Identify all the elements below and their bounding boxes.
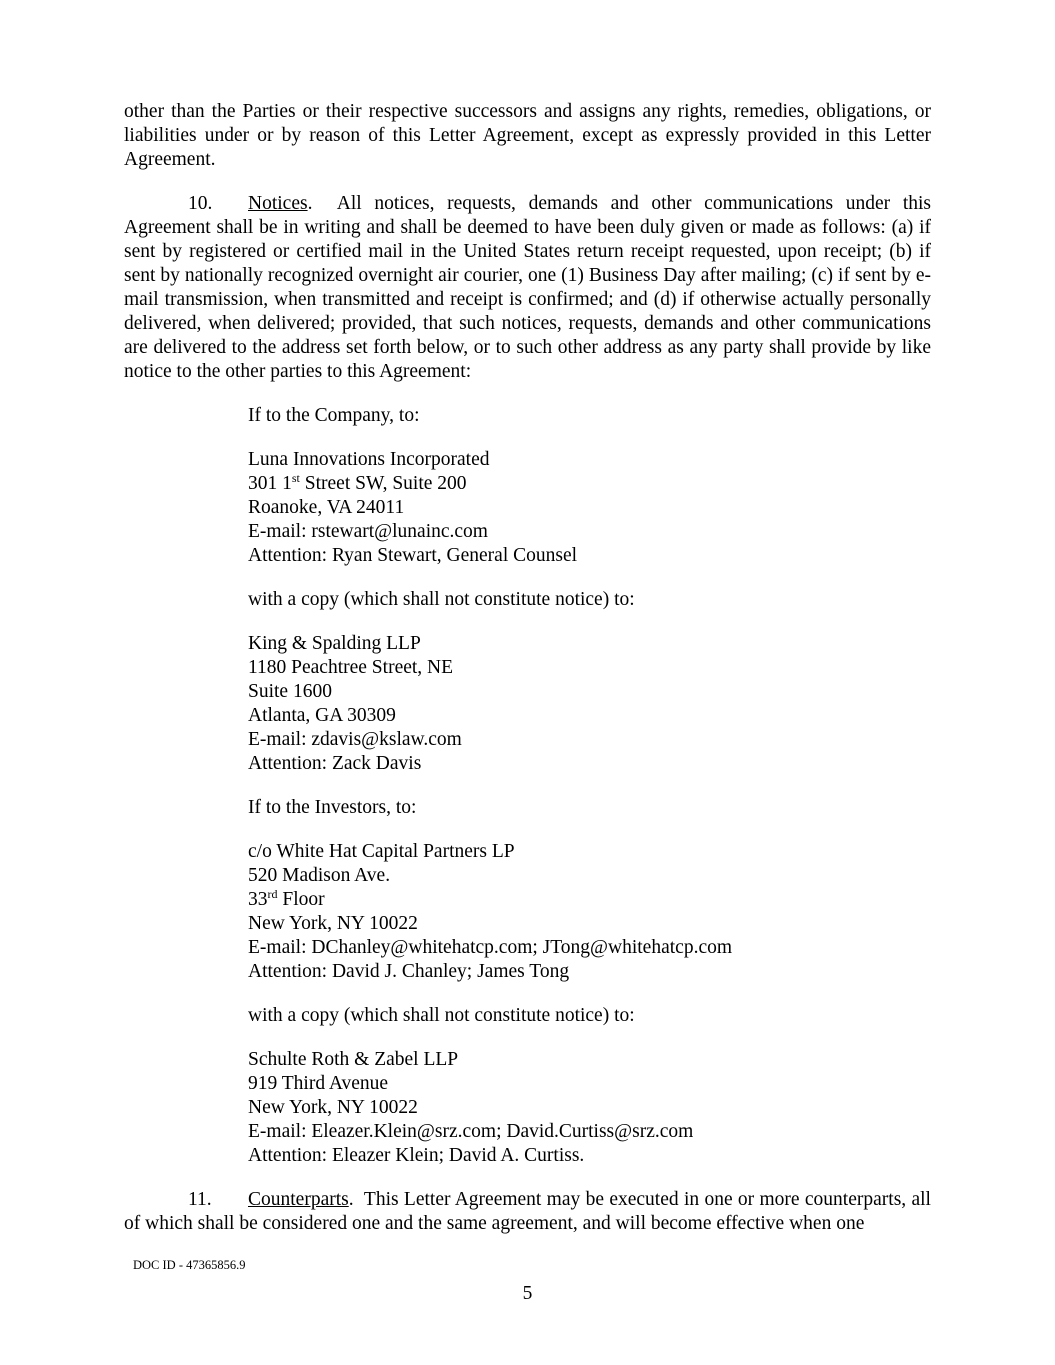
section-10-heading: Notices	[248, 193, 308, 214]
document-page	[124, 100, 931, 1236]
company-city: Roanoke, VA 24011	[248, 497, 405, 518]
page-number: 5	[522, 1283, 533, 1304]
section-10-body: All notices, requests, demands and other communications under this Agreement shall be in writing and shall be deemed to have been duly given or made as follows: (a) if sent by registered or certified mail in the United States return receipt requested, upon receipt; (b) if sent by nationally recognized overnight air courier, one (1) Business Day after mailing; (c) if sent by e-mail transmission, when transmitted and receipt is confirmed; and (d) if otherwise actually personally delivered, when delivered; provided, that such notices, requests, demands and other communications are delivered to the address set forth below, or to such other address as any party shall provide by like notice to the other parties to this Agreement:	[124, 193, 931, 382]
investors-counsel-address-block	[248, 1048, 931, 1168]
investors-floor: 33rd Floor	[248, 887, 325, 910]
company-counsel-address-block	[248, 632, 931, 776]
investors-street: 520 Madison Ave.	[248, 865, 391, 886]
company-counsel-street: 1180 Peachtree Street, NE	[248, 657, 454, 678]
company-copy-intro: with a copy (which shall not constitute notice) to:	[248, 589, 635, 610]
doc-id: DOC ID - 47365856.9	[133, 1258, 246, 1272]
company-intro: If to the Company, to:	[248, 405, 420, 426]
section-11-number: 11.	[188, 1189, 212, 1210]
section-10-paragraph: 10. Notices. All notices, requests, demands and other communications under this Agreement shall be in writing and shall be deemed to have been duly given or made as follows: (a) if sent by registered or certified mail in the United States return receipt requested, upon receipt; (b) if sent by nationally recognized overnight air courier, one (1) Business Day after mailing; (c) if sent by e-mail transmission, when transmitted and receipt is confirmed; and (d) if otherwise actually personally delivered, when delivered; provided, that such notices, requests, demands and other communications are delivered to the address set forth below, or to such other address as any party shall provide by like notice to the other parties to this Agreement:	[124, 193, 931, 382]
company-counsel-suite: Suite 1600	[248, 681, 332, 702]
investors-attention: Attention: David J. Chanley; James Tong	[248, 961, 570, 982]
company-attention: Attention: Ryan Stewart, General Counsel	[248, 545, 578, 566]
company-counsel-attention: Attention: Zack Davis	[248, 753, 422, 774]
company-counsel-email: E-mail: zdavis@kslaw.com	[248, 729, 462, 750]
investors-counsel-name: Schulte Roth & Zabel LLP	[248, 1049, 459, 1070]
section-11-heading: Counterparts	[248, 1189, 349, 1210]
investors-intro: If to the Investors, to:	[248, 797, 417, 818]
investors-counsel-city: New York, NY 10022	[248, 1097, 418, 1118]
investors-copy-intro: with a copy (which shall not constitute notice) to:	[248, 1005, 635, 1026]
opening-paragraph: other than the Parties or their respective successors and assigns any rights, remedies, obligations, or liabilities under or by reason of this Letter Agreement, except as expressly provided in this Letter Agreement.	[124, 101, 931, 170]
investors-city: New York, NY 10022	[248, 913, 418, 934]
company-email: E-mail: rstewart@lunainc.com	[248, 521, 488, 542]
investors-counsel-attention: Attention: Eleazer Klein; David A. Curtiss.	[248, 1145, 585, 1166]
notice-addresses	[248, 404, 931, 1168]
company-address-block	[248, 448, 931, 568]
company-counsel-name: King & Spalding LLP	[248, 633, 421, 654]
investors-counsel-email: E-mail: Eleazer.Klein@srz.com; David.Curtiss@srz.com	[248, 1121, 694, 1142]
investors-email: E-mail: DChanley@whitehatcp.com; JTong@whitehatcp.com	[248, 937, 733, 958]
company-name: Luna Innovations Incorporated	[248, 449, 490, 470]
section-11-body: This Letter Agreement may be executed in one or more counterparts, all of which shall be considered one and the same agreement, and will become effective when one	[124, 1189, 931, 1234]
investors-counsel-street: 919 Third Avenue	[248, 1073, 389, 1094]
company-counsel-city: Atlanta, GA 30309	[248, 705, 396, 726]
section-11-paragraph: 11. Counterparts. This Letter Agreement may be executed in one or more counterparts, all of which shall be considered one and the same agreement, and will become effective when one	[124, 1189, 931, 1234]
company-street: 301 1st Street SW, Suite 200	[248, 471, 467, 494]
investors-address-block	[248, 840, 931, 984]
section-10-number: 10.	[188, 193, 213, 214]
investors-name: c/o White Hat Capital Partners LP	[248, 841, 515, 862]
